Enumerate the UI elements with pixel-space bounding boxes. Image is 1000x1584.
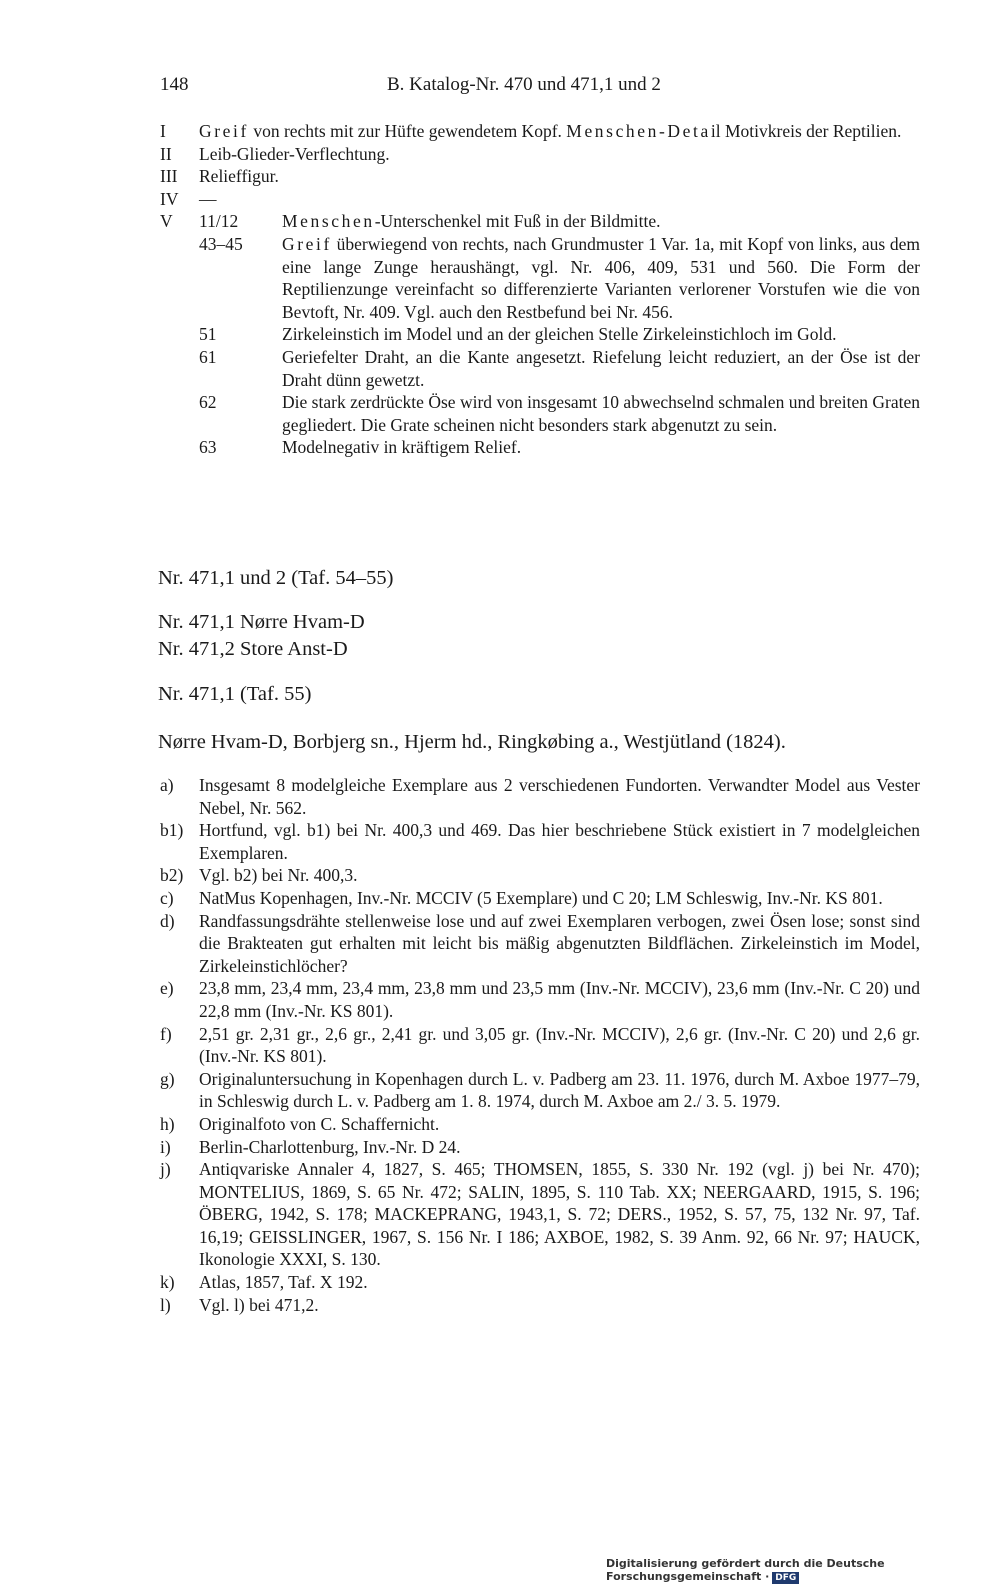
item-label: k): [160, 1272, 175, 1293]
item-text: Modelnegativ in kräftigem Relief.: [282, 437, 522, 458]
item-label: I: [160, 121, 166, 141]
item-label: f): [160, 1023, 172, 1044]
item-text: NatMus Kopenhagen, Inv.-Nr. MCCIV (5 Exemplare) und C 20; LM Schleswig, Inv.-Nr. KS 801.: [199, 887, 883, 908]
list-item: [160, 436, 920, 459]
list-item: [160, 864, 920, 887]
list-item: [160, 323, 920, 346]
list-item: [160, 1158, 920, 1271]
item-text: Die stark zerdrückte Öse wird von insgesamt 10 abwechselnd schmalen und breiten Graten gegliedert. Die Grate scheinen nicht besonders stark abgenutzt zu sein.: [282, 392, 920, 435]
item-text: Hortfund, vgl. b1) bei Nr. 400,3 und 469. Das hier beschriebene Stück existiert in 7 modelgleichen Exemplaren.: [199, 820, 920, 863]
catalog-subheading: Nr. 471,2 Store Anst-D: [158, 638, 348, 660]
item-label: III: [160, 166, 178, 187]
item-label: IV: [160, 188, 179, 209]
item-text: Berlin-Charlottenburg, Inv.-Nr. D 24.: [199, 1136, 461, 1157]
list-item: [160, 120, 920, 143]
list-item: [160, 1294, 920, 1317]
item-text: Greif von rechts mit zur Hüfte gewendetem Kopf. Menschen-Detail Motivkreis der Reptilien.: [199, 121, 902, 141]
item-text: Originalfoto von C. Schaffernicht.: [199, 1113, 440, 1134]
item-label: b2): [160, 865, 184, 886]
code-label: 43–45: [199, 233, 243, 254]
list-item: [160, 774, 920, 819]
item-text: 2,51 gr. 2,31 gr., 2,6 gr., 2,41 gr. und 3,05 gr. (Inv.-Nr. MCCIV), 2,6 gr. (Inv.-Nr. C 20) und 2,6 gr. (Inv.-Nr. KS 801).: [199, 1023, 920, 1067]
item-label: e): [160, 978, 174, 999]
item-text: Menschen-Unterschenkel mit Fuß in der Bildmitte.: [282, 211, 661, 232]
dfg-logo: DFG: [772, 1572, 799, 1584]
item-text: Atlas, 1857, Taf. X 192.: [199, 1272, 368, 1293]
list-item: [160, 1136, 920, 1159]
item-text: Originaluntersuchung in Kopenhagen durch L. v. Padberg am 23. 11. 1976, durch M. Axboe 1977–79, in Schleswig durch L. v. Padberg am 1. 8. 1974, durch M. Axboe am 2./ 3. 5. 1979.: [199, 1068, 920, 1112]
item-text: Leib-Glieder-Verflechtung.: [199, 143, 390, 164]
code-label: 11/12: [199, 211, 239, 232]
footer-text: Digitalisierung gefördert durch die Deutsche Forschungsgemeinschaft ·: [606, 1557, 885, 1583]
code-label: 62: [199, 392, 217, 413]
item-text: Insgesamt 8 modelgleiche Exemplare aus 2 verschiedenen Fundorten. Verwandter Model aus Vester Nebel, Nr. 562.: [199, 775, 920, 818]
list-item: [160, 210, 920, 233]
item-label: II: [160, 143, 172, 164]
list-item: [160, 188, 920, 211]
item-text: Vgl. b2) bei Nr. 400,3.: [199, 865, 358, 886]
list-item: [160, 1113, 920, 1136]
list-item: [160, 346, 920, 391]
item-label: g): [160, 1068, 175, 1089]
list-item: [160, 1023, 920, 1068]
digitization-footer: [606, 1557, 1000, 1584]
find-location-heading: Nørre Hvam-D, Borbjerg sn., Hjerm hd., Ringkøbing a., Westjütland (1824).: [158, 731, 786, 753]
list-item: [160, 977, 920, 1022]
item-label: a): [160, 775, 174, 795]
code-label: 61: [199, 346, 217, 367]
item-label: l): [160, 1294, 171, 1315]
item-label: h): [160, 1113, 175, 1134]
entry-heading: Nr. 471,1 (Taf. 55): [158, 683, 312, 705]
item-label: c): [160, 887, 174, 908]
item-label: V: [160, 211, 173, 232]
list-item: [160, 887, 920, 910]
list-item: [160, 233, 920, 323]
item-text: —: [199, 188, 217, 209]
running-head: B. Katalog-Nr. 470 und 471,1 und 2: [387, 74, 661, 95]
list-item: [160, 1068, 920, 1113]
catalog-heading: Nr. 471,1 und 2 (Taf. 54–55): [158, 567, 394, 589]
code-label: 63: [199, 437, 217, 458]
page-number: 148: [160, 74, 189, 95]
catalog-subheading: Nr. 471,1 Nørre Hvam-D: [158, 611, 365, 633]
list-item: [160, 910, 920, 978]
code-label: 51: [199, 324, 217, 345]
motif-description-list: [160, 120, 920, 459]
item-text: Zirkeleinstich im Model und an der gleichen Stelle Zirkeleinstichloch im Gold.: [282, 324, 837, 345]
item-text: 23,8 mm, 23,4 mm, 23,4 mm, 23,8 mm und 23,5 mm (Inv.-Nr. MCCIV), 23,6 mm (Inv.-Nr. C 20) und 22,8 mm (Inv.-Nr. KS 801).: [199, 978, 920, 1021]
list-item: [160, 143, 920, 166]
item-label: j): [160, 1159, 171, 1180]
item-text: Antiqvariske Annaler 4, 1827, S. 465; THOMSEN, 1855, S. 330 Nr. 192 (vgl. j) bei Nr. 470); MONTELIUS, 1869, S. 65 Nr. 472; SALIN, 1895, S. 110 Tab. XX; NEERGAARD, 1915, S. 196; ÖBERG, 1942, S. 178; MACKEPRANG, 1943,1, S. 72; DERS., 1952, S. 57, 75, 132 Nr. 97, Taf. 16,19; GEISSLINGER, 1967, S. 156 Nr. I 186; AXBOE, 1982, S. 39 Anm. 92, 66 Nr. 97; HAUCK, Ikonologie XXXI, S. 130.: [199, 1159, 920, 1270]
item-label: i): [160, 1136, 171, 1157]
list-item: [160, 391, 920, 436]
catalog-details-list: [160, 774, 920, 1316]
item-text: Greif überwiegend von rechts, nach Grundmuster 1 Var. 1a, mit Kopf von links, aus dem eine lange Zunge heraushängt, vgl. Nr. 406, 409, 531 und 560. Die Form der Reptilienzunge vereinfacht so differenzierte Varianten verlorener Vorstufen wie die von Bevtoft, Nr. 409. Vgl. auch den Restbefund bei Nr. 456.: [282, 233, 920, 322]
item-text: Vgl. l) bei 471,2.: [199, 1294, 319, 1315]
list-item: [160, 819, 920, 864]
list-item: [160, 1271, 920, 1294]
item-label: d): [160, 910, 175, 931]
item-text: Relieffigur.: [199, 166, 279, 187]
item-text: Geriefelter Draht, an die Kante angesetzt. Riefelung leicht reduziert, an der Öse ist der Draht dünn gewetzt.: [282, 346, 920, 390]
list-item: [160, 165, 920, 188]
item-label: b1): [160, 820, 184, 841]
item-text: Randfassungsdrähte stellenweise lose und auf zwei Exemplaren verbogen, zwei Ösen lose; sonst sind die Brakteaten gut erhalten mit leicht bis mäßig abgenutzten Bildflächen. Zirkeleinstich im Model, Zirkeleinstichlöcher?: [199, 910, 920, 976]
